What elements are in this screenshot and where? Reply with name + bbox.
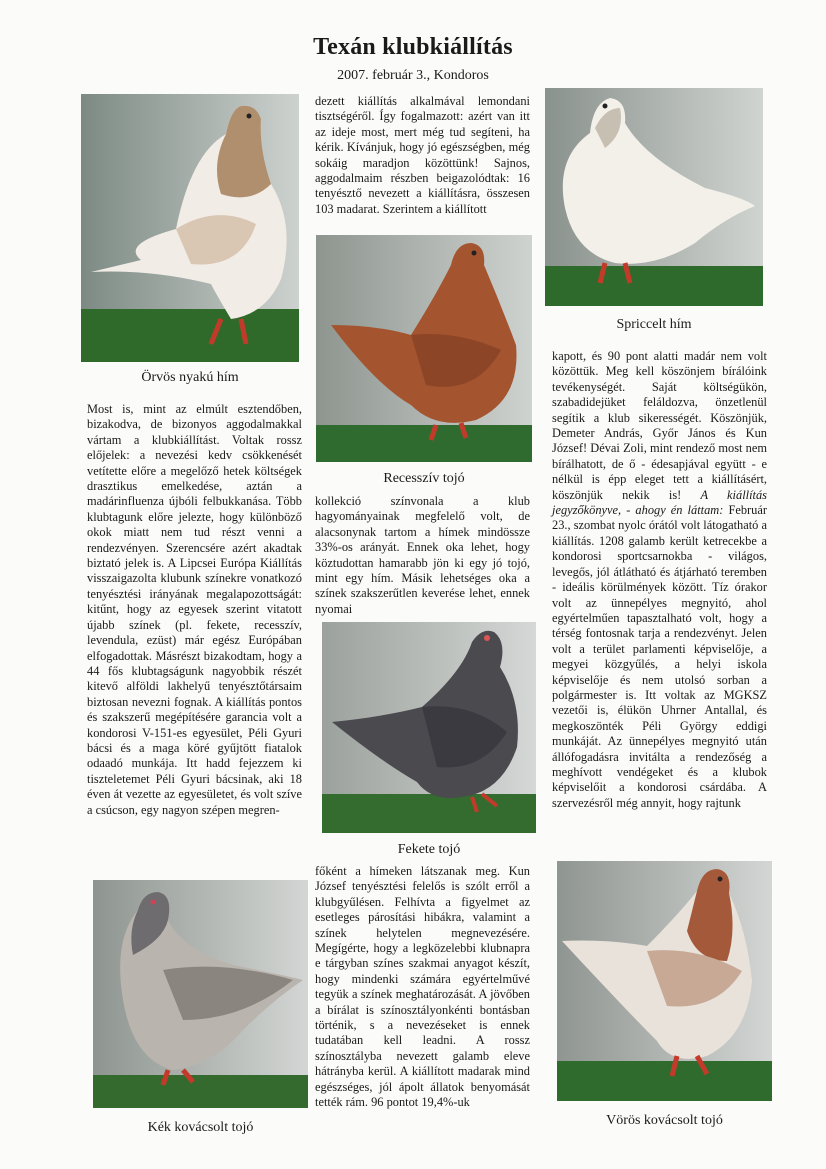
caption-kek-kovacsolt-tojo: Kék kovácsolt tojó (147, 1120, 254, 1135)
caption-orvos-nyaku-him: Örvös nyakú hím (141, 370, 239, 385)
article-paragraph: főként a hímeken látszanak meg. Kun József tenyésztési felelős is szólt erről a klubgyűlésen. Felhívta a figyelmet az esetleges párosítási hibákra, valamint a színek helytelen megnevezésére. Megígérte, hogy a legközelebbi klubnapra e tárgyban színes szakmai anyagot készít, hogy mindenki számára egyértelművé tegyük a színek meghatározását. A jövőben a bírálat is színosztályonkénti bontásban történik, s a nevezéseket is ennek tudatában kell leadni. A rossz színosztályba nevezett galamb eleve hátrányba kerül. A kiállított madarak mind egészséges, jól ápolt állatok benyomását tették rám. 96 pontot 19,4%-uk (315, 864, 530, 1110)
photo-voros-kovacsolt-tojo (557, 861, 772, 1101)
article-paragraph-3 (552, 349, 767, 811)
caption-voros-kovacsolt-tojo: Vörös kovácsolt tojó (606, 1113, 723, 1128)
photo-orvos-nyaku-him (81, 94, 299, 362)
article-text: kapott, és 90 pont alatti madár nem volt közöttük. Meg kell köszönjem bírálóink tevékenységét. Saját költségükön, szabadidejüket feláldozva, önzetlenül segítik a klub sikerességét. Köszönjük, Demeter András, Győr János és Kun József! Dévai Zoli, mint rendező most nem bírálhatott, de ő - édesapjával együtt - e nélkül is épp eleget tett a kiállításért, köszönjük nekik is! (552, 349, 767, 502)
caption-fekete-tojo: Fekete tojó (397, 842, 461, 857)
article-paragraph: Most is, mint az elmúlt esztendőben, bizakodva, de bizonyos aggodalmakkal vártam a klubkiállítást. Voltak rossz előjelek: a nevezési kedv csökkenését vetítette előre a megelőző hetek költségek drasztikus emelkedése, aztán a madárinfluenza újbóli felbukkanása. Több klubtagunk előre jelezte, hogy különböző okok miatt nem tud részt venni a rendezvényen. Szerencsére azért akadtak biztató jelek is. A Lipcsei Európa Kiállítás visszaigazolta klubunk színekre vonatkozó tenyésztési irányának megalapozottságát: kitűnt, hogy az egyesek szerint vitatott újabb színek (pl. fekete, recesszív, levendula, ezüst) már egész Európában elfogadottak. Másrészt bizakodtam, hogy a 44 fős klubtagságunk nagyobbik részét kitevő alföldi lakhelyű tenyésztőtársaim biztosan nevezni fognak. A kiállítás pontos és szakszerű megépítésére garancia volt a kondorosi V-151-es egyesület, Péli Gyuri bácsi és a maga köré gyűjtött fiatalok odaadó munkája. Itt hadd fejezzem ki tiszteletemet Péli Gyuri bácsinak, aki 18 éven át vezette az egyesületet, és volt szíve a csúcson, egy nagyon szépen megren- (87, 402, 302, 817)
caption-spriccelt-him: Spriccelt hím (616, 317, 692, 332)
article-column-2-bottom (315, 864, 530, 1111)
photo-fekete-tojo (322, 622, 536, 833)
article-column-1 (87, 402, 302, 818)
article-text: Február 23., szombat nyolc órától volt látogatható a kiállítás. 1208 galamb került ketrecekbe a kondorosi sportcsarnokba - világos, levegős, jól átlátható és átjárható teremben - ideális körülmények között. Tíz órakor volt az ünnepélyes megnyitó, ahol egyértelműen tapasztalható volt, hogy a térség fontosnak tarja a rendezvényt. Jelen volt a terület parlamenti képviselője, a megyei közgyűlés, a helyi iskola képviselője és nem utolsó sorban a polgármester is. Itt voltak az MGKSZ vezetői is, élükön Uhrner Antallal, és megkoszönték Péli György eddigi munkáját. Az ünnepélyes megnyitó után állófogadásra invitálta a rendezőség a meghívott vendégeket és a klubok képviselőit a kondorosi csárdába. A szervezésről még annyit, hogy rajtunk (552, 503, 767, 810)
article-column-3 (552, 349, 767, 811)
article-italic-heading: A kiállítás jegyzőkönyve, - ahogy én láttam: (552, 487, 767, 518)
article-column-2-middle (315, 494, 530, 617)
article-paragraph: kollekció színvonala a klub hagyományainak megfelelő volt, de alacsonynak tartom a hímek mindössze 33%-os arányát. Ennek oka lehet, hogy köztudottan hamarabb jön ki egy jó tojó, mint egy hím. Másik lehetséges oka a színek szakszerűtlen keverése lehet, ennek nyomai (315, 494, 530, 616)
photo-kek-kovacsolt-tojo (93, 880, 308, 1108)
article-column-2-top (315, 94, 530, 217)
page-title: Texán klubkiállítás (313, 34, 513, 60)
article-paragraph: dezett kiállítás alkalmával lemondani tisztségéről. Így fogalmazott: azért van itt az ideje most, mert még tud segíteni, ha kérik. Kívánjuk, hogy jó egészségben, még sokáig maradjon közöttünk! Sajnos, aggodalmaim részben beigazolódtak: 16 tenyésztő nevezett a kiállításra, összesen 103 madarat. Szerintem a kiállított (315, 94, 530, 216)
caption-recessziv-tojo: Recesszív tojó (383, 471, 465, 486)
page-subtitle: 2007. február 3., Kondoros (337, 68, 489, 83)
photo-recessziv-tojo (316, 235, 532, 462)
photo-spriccelt-him (545, 88, 763, 306)
